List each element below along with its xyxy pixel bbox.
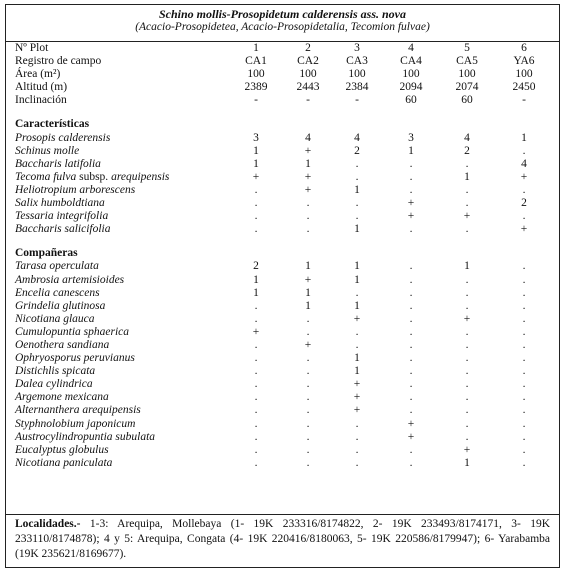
- cell-plot-2: 1: [305, 260, 311, 273]
- cell-plot-6: YA6: [513, 55, 535, 68]
- row-label: Grindelia glutinosa: [15, 299, 106, 312]
- species-row: [6, 184, 559, 197]
- cell-plot-6: .: [522, 338, 526, 351]
- species-row: [6, 352, 559, 365]
- cell-plot-6: .: [522, 456, 526, 469]
- section-spacer: [6, 236, 559, 247]
- cell-plot-3: +: [353, 312, 361, 325]
- cell-plot-4: +: [407, 197, 415, 210]
- cell-plot-2: -: [306, 94, 310, 107]
- cell-plot-1: 1: [253, 157, 259, 170]
- row-label: Salix humboldtiana: [15, 197, 105, 210]
- species-row: [6, 260, 559, 273]
- cell-plot-3: -: [355, 94, 359, 107]
- cell-plot-2: .: [306, 456, 310, 469]
- species-row: [6, 145, 559, 158]
- cell-plot-4: .: [409, 157, 413, 170]
- cell-plot-5: .: [465, 352, 469, 365]
- cell-plot-6: .: [522, 404, 526, 417]
- section-heading: Características: [15, 118, 90, 131]
- cell-plot-3: .: [355, 170, 359, 183]
- cell-plot-6: .: [522, 378, 526, 391]
- row-label: Nicotiana paniculata: [15, 456, 113, 469]
- cell-plot-3: +: [353, 404, 361, 417]
- cell-plot-2: .: [306, 210, 310, 223]
- cell-plot-4: CA4: [400, 55, 422, 68]
- cell-plot-1: .: [254, 378, 258, 391]
- cell-plot-4: 3: [408, 131, 414, 144]
- cell-plot-5: .: [465, 157, 469, 170]
- cell-plot-1: .: [254, 338, 258, 351]
- cell-plot-2: 4: [305, 131, 311, 144]
- species-row: [6, 300, 559, 313]
- cell-plot-6: 2: [521, 197, 527, 210]
- row-label: Schinus molle: [15, 144, 80, 157]
- species-row: [6, 444, 559, 457]
- cell-plot-1: 100: [247, 68, 265, 81]
- cell-plot-2: +: [304, 273, 312, 286]
- cell-plot-1: -: [254, 94, 258, 107]
- cell-plot-1: .: [254, 404, 258, 417]
- row-label: Distichlis spicata: [15, 365, 96, 378]
- cell-plot-1: 2389: [244, 81, 268, 94]
- cell-plot-3: CA3: [346, 55, 368, 68]
- cell-plot-6: 4: [521, 157, 527, 170]
- cell-plot-5: 5: [464, 42, 470, 54]
- cell-plot-1: 3: [253, 131, 259, 144]
- row-label: Nº Plot: [15, 42, 49, 54]
- header-row: [6, 68, 559, 81]
- cell-plot-5: .: [465, 223, 469, 236]
- cell-plot-3: 1: [354, 299, 360, 312]
- cell-plot-5: .: [465, 338, 469, 351]
- cell-plot-5: .: [465, 365, 469, 378]
- section-heading-row: [6, 247, 559, 260]
- cell-plot-1: .: [254, 417, 258, 430]
- cell-plot-4: .: [409, 183, 413, 196]
- cell-plot-6: .: [522, 286, 526, 299]
- phytosociological-table: [5, 4, 560, 568]
- cell-plot-2: .: [306, 417, 310, 430]
- cell-plot-2: .: [306, 197, 310, 210]
- cell-plot-5: CA5: [456, 55, 478, 68]
- species-row: [6, 132, 559, 145]
- cell-plot-6: .: [522, 312, 526, 325]
- cell-plot-1: +: [252, 325, 260, 338]
- cell-plot-5: .: [465, 273, 469, 286]
- species-row: [6, 378, 559, 391]
- cell-plot-2: .: [306, 365, 310, 378]
- localities-text: 1-3: Arequipa, Mollebaya (1- 19K 233316/8174822, 2- 19K 233493/8174171, 3- 19K 233110/8174878); 4 y 5: Arequipa, Congata (4- 19K 220416/8180063, 5- 19K 220586/8179947); 6- Yarabamba (19K 235621/8169677).: [15, 518, 550, 560]
- cell-plot-2: 1: [305, 286, 311, 299]
- cell-plot-6: +: [520, 170, 528, 183]
- header-row: [6, 81, 559, 94]
- cell-plot-1: .: [254, 210, 258, 223]
- row-label: Área (m²): [15, 68, 61, 81]
- cell-plot-1: 1: [253, 42, 259, 54]
- cell-plot-5: 1: [464, 260, 470, 273]
- species-row: [6, 418, 559, 431]
- cell-plot-4: .: [409, 223, 413, 236]
- cell-plot-6: 100: [515, 68, 533, 81]
- cell-plot-4: .: [409, 456, 413, 469]
- species-row: [6, 197, 559, 210]
- species-row: [6, 210, 559, 223]
- cell-plot-6: .: [522, 352, 526, 365]
- cell-plot-4: .: [409, 273, 413, 286]
- cell-plot-6: +: [520, 223, 528, 236]
- cell-plot-3: 4: [354, 131, 360, 144]
- cell-plot-2: .: [306, 352, 310, 365]
- cell-plot-1: .: [254, 197, 258, 210]
- cell-plot-5: 2074: [455, 81, 479, 94]
- cell-plot-5: +: [463, 312, 471, 325]
- cell-plot-1: .: [254, 456, 258, 469]
- cell-plot-2: +: [304, 144, 312, 157]
- cell-plot-1: 2: [253, 260, 259, 273]
- table-title: Schino mollis-Prosopidetum calderensis ass. nova: [158, 7, 407, 21]
- cell-plot-2: 2: [305, 42, 311, 54]
- cell-plot-2: CA2: [297, 55, 319, 68]
- row-label: Tarasa operculata: [15, 260, 99, 273]
- cell-plot-3: .: [355, 325, 359, 338]
- row-label: Cumulopuntia sphaerica: [15, 325, 130, 338]
- cell-plot-3: 3: [354, 42, 360, 54]
- cell-plot-6: .: [522, 325, 526, 338]
- cell-plot-3: 1: [354, 183, 360, 196]
- cell-plot-6: .: [522, 417, 526, 430]
- cell-plot-1: 1: [253, 286, 259, 299]
- table-subtitle: (Acacio-Prosopidetea, Acacio-Prosopidetalia, Tecomion fulvae): [135, 21, 430, 33]
- cell-plot-5: 60: [461, 94, 473, 107]
- cell-plot-5: .: [465, 325, 469, 338]
- row-label: Registro de campo: [15, 55, 102, 68]
- cell-plot-2: .: [306, 404, 310, 417]
- cell-plot-3: 2: [354, 144, 360, 157]
- cell-plot-6: .: [522, 299, 526, 312]
- cell-plot-5: .: [465, 404, 469, 417]
- cell-plot-3: 1: [354, 365, 360, 378]
- species-row: [6, 339, 559, 352]
- row-label: Baccharis salicifolia: [15, 223, 111, 236]
- localities-footnote: [6, 514, 559, 568]
- cell-plot-1: .: [254, 299, 258, 312]
- cell-plot-6: .: [522, 273, 526, 286]
- cell-plot-5: .: [465, 286, 469, 299]
- localities-label: Localidades.-: [15, 518, 81, 530]
- cell-plot-5: .: [465, 299, 469, 312]
- cell-plot-6: -: [522, 94, 526, 107]
- cell-plot-4: .: [409, 312, 413, 325]
- cell-plot-5: .: [465, 378, 469, 391]
- cell-plot-4: 2094: [399, 81, 423, 94]
- cell-plot-4: .: [409, 365, 413, 378]
- cell-plot-5: 2: [464, 144, 470, 157]
- row-label: Baccharis latifolia: [15, 157, 101, 170]
- cell-plot-4: .: [409, 338, 413, 351]
- species-row: [6, 171, 559, 184]
- cell-plot-2: .: [306, 430, 310, 443]
- cell-plot-2: +: [304, 170, 312, 183]
- cell-plot-2: 1: [305, 299, 311, 312]
- cell-plot-3: 1: [354, 273, 360, 286]
- cell-plot-1: .: [254, 352, 258, 365]
- row-label: Oenothera sandiana: [15, 338, 110, 351]
- cell-plot-2: .: [306, 312, 310, 325]
- species-row: [6, 365, 559, 378]
- row-label: Inclinación: [15, 94, 67, 107]
- species-row: [6, 431, 559, 444]
- cell-plot-3: 1: [354, 223, 360, 236]
- cell-plot-6: 6: [521, 42, 527, 54]
- row-label: Styphnolobium japonicum: [15, 417, 136, 430]
- cell-plot-4: +: [407, 417, 415, 430]
- cell-plot-2: 1: [305, 157, 311, 170]
- cell-plot-2: 2443: [296, 81, 320, 94]
- row-label: Tessaria integrifolia: [15, 210, 109, 223]
- cell-plot-3: .: [355, 286, 359, 299]
- cell-plot-1: .: [254, 365, 258, 378]
- row-label: Prosopis calderensis: [15, 131, 111, 144]
- cell-plot-4: 4: [408, 42, 414, 54]
- cell-plot-5: 1: [464, 170, 470, 183]
- cell-plot-5: 100: [458, 68, 476, 81]
- cell-plot-2: +: [304, 183, 312, 196]
- cell-plot-3: .: [355, 338, 359, 351]
- cell-plot-5: 4: [464, 131, 470, 144]
- cell-plot-2: .: [306, 391, 310, 404]
- row-label: Tecoma fulva subsp. arequipensis: [15, 170, 170, 183]
- cell-plot-6: .: [522, 210, 526, 223]
- cell-plot-2: .: [306, 443, 310, 456]
- cell-plot-6: 2450: [512, 81, 536, 94]
- cell-plot-1: .: [254, 312, 258, 325]
- cell-plot-3: .: [355, 456, 359, 469]
- cell-plot-6: .: [522, 430, 526, 443]
- cell-plot-1: +: [252, 170, 260, 183]
- row-label: Ambrosia artemisioides: [15, 273, 125, 286]
- cell-plot-5: +: [463, 210, 471, 223]
- species-row: [6, 223, 559, 236]
- cell-plot-6: .: [522, 260, 526, 273]
- cell-plot-4: .: [409, 404, 413, 417]
- cell-plot-4: .: [409, 170, 413, 183]
- cell-plot-6: .: [522, 365, 526, 378]
- section-heading: Compañeras: [15, 247, 78, 260]
- species-row: [6, 287, 559, 300]
- cell-plot-1: .: [254, 183, 258, 196]
- cell-plot-4: .: [409, 352, 413, 365]
- row-label: Alternanthera arequipensis: [15, 404, 141, 417]
- cell-plot-6: 1: [521, 131, 527, 144]
- cell-plot-4: .: [409, 299, 413, 312]
- cell-plot-4: .: [409, 325, 413, 338]
- row-label: Argemone mexicana: [15, 391, 109, 404]
- cell-plot-5: 1: [464, 456, 470, 469]
- row-label: Heliotropium arborescens: [15, 183, 136, 196]
- cell-plot-1: CA1: [245, 55, 267, 68]
- cell-plot-3: +: [353, 391, 361, 404]
- cell-plot-3: .: [355, 417, 359, 430]
- cell-plot-6: .: [522, 443, 526, 456]
- cell-plot-4: .: [409, 378, 413, 391]
- cell-plot-4: 1: [408, 144, 414, 157]
- cell-plot-5: .: [465, 391, 469, 404]
- cell-plot-3: 100: [348, 68, 366, 81]
- row-label: Dalea cylindrica: [15, 378, 93, 391]
- cell-plot-4: 100: [402, 68, 420, 81]
- cell-plot-5: +: [463, 443, 471, 456]
- cell-plot-3: 2384: [345, 81, 369, 94]
- cell-plot-3: .: [355, 443, 359, 456]
- species-row: [6, 391, 559, 404]
- header-row: [6, 94, 559, 107]
- header-row: [6, 42, 559, 55]
- cell-plot-2: .: [306, 378, 310, 391]
- cell-plot-1: 1: [253, 273, 259, 286]
- section-spacer: [6, 107, 559, 118]
- table-header: [6, 5, 559, 42]
- cell-plot-1: .: [254, 443, 258, 456]
- cell-plot-3: .: [355, 197, 359, 210]
- species-row: [6, 274, 559, 287]
- species-row: [6, 404, 559, 417]
- cell-plot-4: .: [409, 443, 413, 456]
- cell-plot-3: .: [355, 210, 359, 223]
- cell-plot-5: .: [465, 183, 469, 196]
- cell-plot-1: 1: [253, 144, 259, 157]
- section-heading-row: [6, 118, 559, 131]
- cell-plot-6: .: [522, 391, 526, 404]
- header-row: [6, 55, 559, 68]
- cell-plot-4: .: [409, 286, 413, 299]
- cell-plot-2: 100: [299, 68, 317, 81]
- cell-plot-3: 1: [354, 352, 360, 365]
- cell-plot-4: +: [407, 210, 415, 223]
- species-row: [6, 313, 559, 326]
- row-label: Encelia canescens: [15, 286, 100, 299]
- cell-plot-4: .: [409, 260, 413, 273]
- species-row: [6, 326, 559, 339]
- row-label: Austrocylindropuntia subulata: [15, 430, 156, 443]
- species-row: [6, 457, 559, 470]
- cell-plot-1: .: [254, 391, 258, 404]
- cell-plot-3: +: [353, 378, 361, 391]
- row-label: Ophryosporus peruvianus: [15, 352, 135, 365]
- cell-plot-4: 60: [405, 94, 417, 107]
- table-body: [6, 42, 559, 470]
- row-label: Eucalyptus globulus: [15, 443, 109, 456]
- cell-plot-3: 1: [354, 260, 360, 273]
- species-row: [6, 158, 559, 171]
- row-label: Nicotiana glauca: [15, 312, 95, 325]
- cell-plot-2: .: [306, 223, 310, 236]
- cell-plot-5: .: [465, 197, 469, 210]
- cell-plot-1: .: [254, 430, 258, 443]
- row-label: Altitud (m): [15, 81, 68, 94]
- cell-plot-5: .: [465, 417, 469, 430]
- cell-plot-2: .: [306, 325, 310, 338]
- cell-plot-4: +: [407, 430, 415, 443]
- cell-plot-2: +: [304, 338, 312, 351]
- cell-plot-4: .: [409, 391, 413, 404]
- cell-plot-3: .: [355, 157, 359, 170]
- cell-plot-6: .: [522, 144, 526, 157]
- cell-plot-6: .: [522, 183, 526, 196]
- cell-plot-3: .: [355, 430, 359, 443]
- cell-plot-5: .: [465, 430, 469, 443]
- cell-plot-1: .: [254, 223, 258, 236]
